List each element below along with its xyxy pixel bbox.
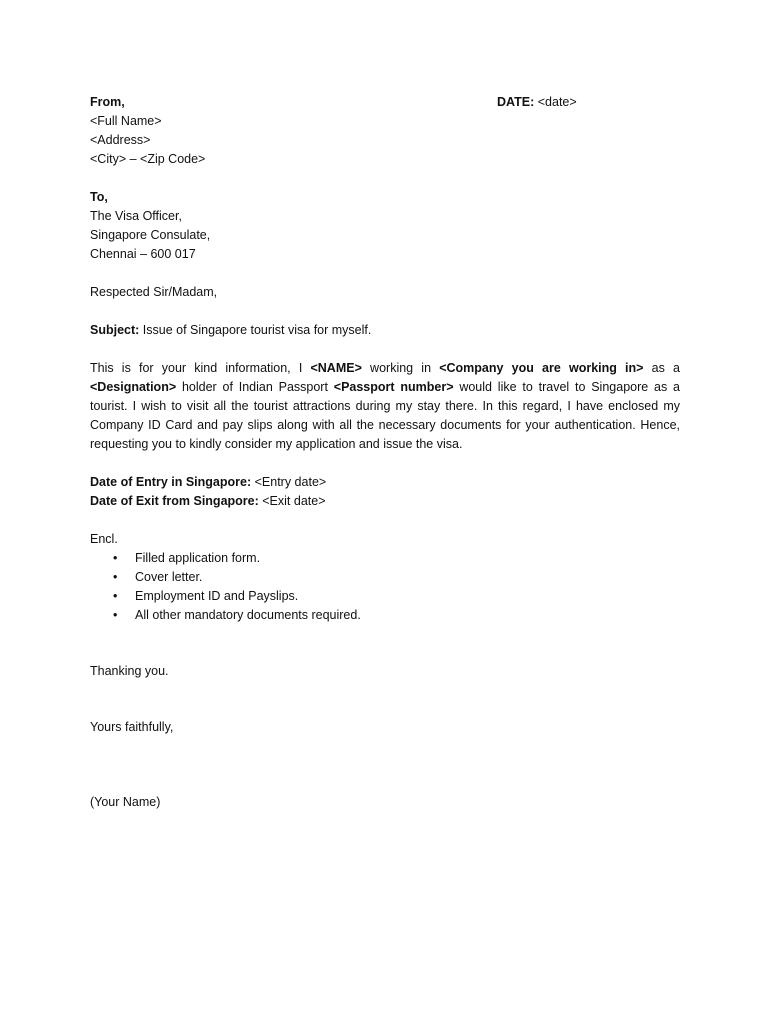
subject-label: Subject: (90, 323, 140, 337)
body-text-1: This is for your kind information, I (90, 361, 311, 375)
date-label: DATE: (497, 95, 535, 109)
enclosure-item-1: Filled application form. (135, 551, 261, 565)
subject-line (90, 321, 680, 340)
entry-date-line (90, 473, 680, 492)
sender-address: <Address> (90, 133, 151, 147)
enclosure-item-4: All other mandatory documents required. (135, 608, 361, 622)
designation-placeholder: <Designation> (90, 380, 177, 394)
passport-placeholder: <Passport number> (333, 380, 454, 394)
signature-name: (Your Name) (90, 795, 161, 809)
body-text-4: holder of Indian Passport (176, 380, 334, 394)
list-item (90, 568, 680, 587)
body-text-2: working in (361, 361, 440, 375)
list-item (90, 587, 680, 606)
company-placeholder: <Company you are working in> (439, 361, 644, 375)
body-paragraph (90, 359, 680, 454)
letter-body (90, 93, 680, 812)
exit-date-line (90, 492, 680, 511)
recipient-line-1: The Visa Officer, (90, 209, 182, 223)
recipient-line-3: Chennai – 600 017 (90, 247, 196, 261)
thanks-line: Thanking you. (90, 664, 169, 678)
enclosure-item-2: Cover letter. (135, 570, 203, 584)
exit-date-value: <Exit date> (258, 494, 326, 508)
subject-text: Issue of Singapore tourist visa for myself. (139, 323, 372, 337)
to-label: To, (90, 190, 108, 204)
body-text-3: as a (643, 361, 680, 375)
enclosure-item-3: Employment ID and Payslips. (135, 589, 299, 603)
list-item (90, 606, 680, 625)
bullet-icon: • (113, 589, 118, 603)
name-placeholder: <NAME> (310, 361, 362, 375)
bullet-icon: • (113, 608, 118, 622)
sender-city-zip: <City> – <Zip Code> (90, 152, 206, 166)
enclosures-list (90, 549, 680, 625)
sender-name: <Full Name> (90, 114, 162, 128)
entry-date-value: <Entry date> (251, 475, 327, 489)
bullet-icon: • (113, 570, 118, 584)
sign-off: Yours faithfully, (90, 720, 174, 734)
bullet-icon: • (113, 551, 118, 565)
date-value: <date> (534, 95, 577, 109)
exit-date-label: Date of Exit from Singapore: (90, 494, 259, 508)
list-item (90, 549, 680, 568)
from-label: From, (90, 95, 125, 109)
enclosures-label: Encl. (90, 532, 118, 546)
body-text-5: would like to travel to Singapore as a tourist. I wish to visit all the tourist attractions during my stay there. In this regard, I have enclosed my Company ID Card and pay slips along with all the necessary documents for your authentication. Hence, requesting you to kindly consider my application and issue the visa. (90, 380, 680, 451)
entry-date-label: Date of Entry in Singapore: (90, 475, 252, 489)
salutation: Respected Sir/Madam, (90, 285, 218, 299)
recipient-line-2: Singapore Consulate, (90, 228, 211, 242)
